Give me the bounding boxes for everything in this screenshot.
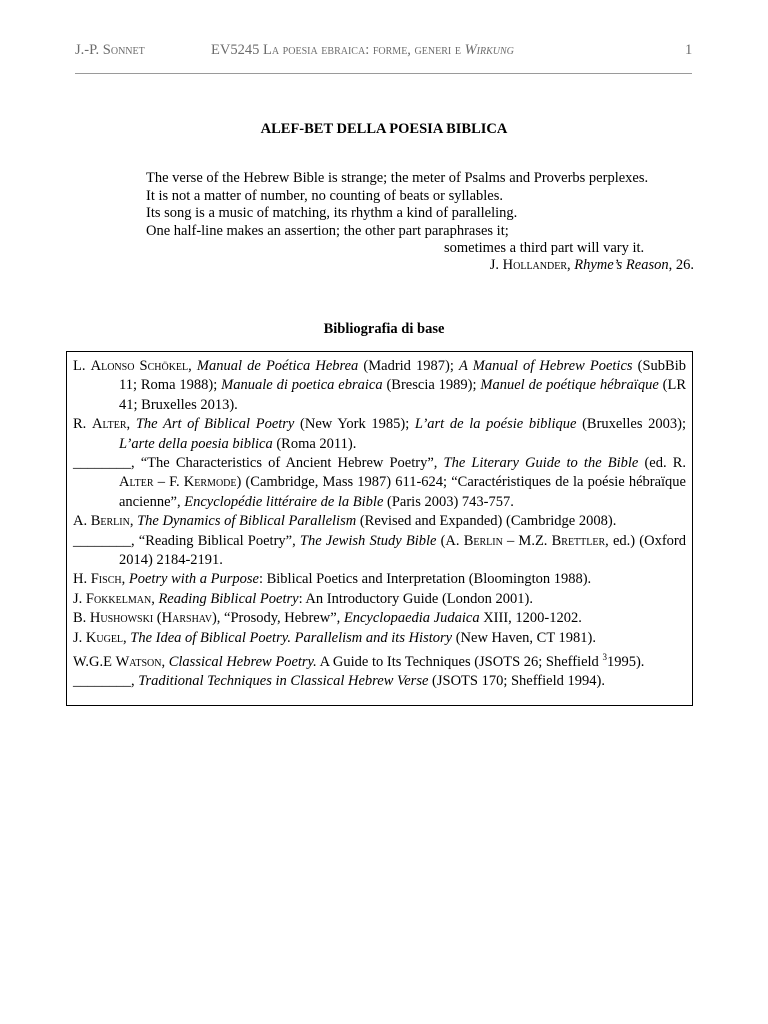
bibliography-entry: W.G.E Watson, Classical Hebrew Poetry. A Guide to Its Techniques (JSOTS 26; Sheffield $^3$1995). [73, 652, 645, 670]
bibliography-box [66, 351, 693, 706]
page-title: ALEF-BET DELLA POESIA BIBLICA [260, 121, 508, 137]
header-course-title: EV5245 La poesia ebraica: forme, generi e Wirkung [211, 42, 514, 58]
header-author: J.-P. Sonnet [75, 42, 145, 58]
bibliography-entry: A. Berlin, The Dynamics of Biblical Parallelism (Revised and Expanded) (Cambridge 2008). [73, 513, 617, 530]
bibliography-entry: ________, Traditional Techniques in Classical Hebrew Verse (JSOTS 170; Sheffield 1994). [73, 673, 605, 690]
epigraph-line: The verse of the Hebrew Bible is strange; the meter of Psalms and Proverbs perplexes. [146, 170, 649, 186]
bibliography-heading: Bibliografia di base [323, 321, 445, 337]
epigraph [146, 170, 706, 273]
epigraph-line: sometimes a third part will vary it. [444, 240, 645, 256]
epigraph-line: It is not a matter of number, no counting of beats or syllables. [146, 187, 504, 204]
header-page-number: 1 [685, 42, 693, 58]
attribution-page: 26. [675, 257, 694, 273]
bibliography-entry: L. Alonso Schökel, Manual de Poética Hebrea (Madrid 1987); A Manual of Hebrew Poetics (SubBib 11; Roma 1988); Manuale di poetica ebraica (Brescia 1989); Manuel de poétique hébraïque (LR 41; Bruxelles 2013). [73, 358, 687, 413]
bibliography-entry: ________, “Reading Biblical Poetry”, The Jewish Study Bible (A. Berlin – M.Z. Brettler, ed.) (Oxford 2014) 2184-2191. [73, 532, 686, 569]
epigraph-line: Its song is a music of matching, its rhythm a kind of paralleling. [146, 205, 518, 221]
header-divider [75, 73, 692, 74]
bibliography-entry: H. Fisch, Poetry with a Purpose: Biblical Poetics and Interpretation (Bloomington 1988). [73, 571, 592, 588]
epigraph-attribution: J. Hollander, Rhyme’s Reason, 26. [489, 257, 694, 273]
bibliography-entry: J. Fokkelman, Reading Biblical Poetry: An Introductory Guide (London 2001). [73, 590, 533, 607]
epigraph-line: One half-line makes an assertion; the other part paraphrases it; [146, 222, 509, 239]
bibliography-entry: J. Kugel, The Idea of Biblical Poetry. Parallelism and its History (New Haven, CT 1981). [73, 629, 596, 646]
attribution-work: Rhyme’s Reason [574, 257, 669, 273]
bibliography-entry: ________, “The Characteristics of Ancient Hebrew Poetry”, The Literary Guide to the Bible (ed. R. Alter – F. Kermode) (Cambridge, Mass 1987) 611-624; “Caractéristiques de la poésie hébraïque ancienne”, Encyclopédie littéraire de la Bible (Paris 2003) 743-757. [73, 455, 686, 510]
bibliography-entry: R. Alter, The Art of Biblical Poetry (New York 1985); L’art de la poésie biblique (Bruxelles 2003); L’arte della poesia biblica (Roma 2011). [73, 416, 687, 452]
attribution-author: J. Hollander [489, 257, 567, 273]
bibliography-entry: B. Hushowski (Harshav), “Prosody, Hebrew”, Encyclopaedia Judaica XIII, 1200-1202. [73, 610, 582, 627]
